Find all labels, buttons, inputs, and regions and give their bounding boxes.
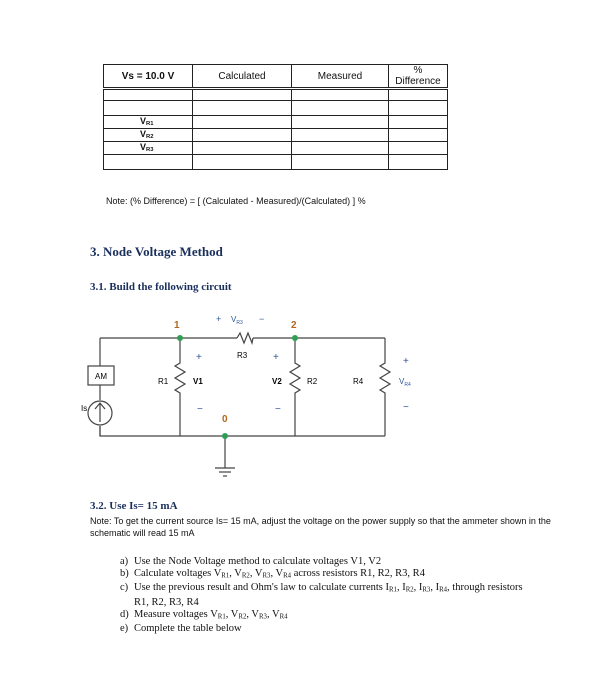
task-subscript: R2: [241, 572, 250, 580]
task-item: [120, 568, 540, 582]
node-2-label: 2: [291, 320, 297, 331]
task-subscript: R2: [238, 613, 247, 621]
cell-difference[interactable]: [389, 116, 448, 129]
task-text: , V: [246, 608, 260, 620]
task-letter: e): [120, 623, 129, 635]
table-header-row: [104, 65, 448, 89]
vr4-label: $V_{R4}$: [399, 377, 411, 388]
v2-plus: +: [273, 352, 279, 363]
task-text: , V: [270, 568, 284, 579]
node-1-dot: [177, 335, 183, 341]
table-row: [104, 142, 448, 155]
section-heading: 3. Node Voltage Method: [90, 244, 223, 259]
task-item: [120, 609, 540, 623]
cell-difference[interactable]: [389, 129, 448, 142]
vr4-plus: +: [403, 356, 409, 367]
header-difference: % Difference: [389, 65, 448, 89]
table-row: [104, 129, 448, 142]
task-text: , I: [430, 582, 440, 594]
cell-calculated[interactable]: [193, 129, 292, 142]
task-subscript: R1: [388, 586, 397, 594]
task-item: [120, 582, 540, 608]
task-letter: a): [120, 556, 129, 567]
resistor-r3: [237, 333, 253, 343]
v1-plus: +: [196, 352, 202, 363]
resistor-r1: [175, 338, 185, 436]
task-text: , I: [413, 582, 423, 594]
v1-label: V1: [193, 377, 203, 386]
task-letter: c): [120, 582, 129, 594]
resistor-r4: [380, 338, 390, 436]
cell-calculated[interactable]: [193, 116, 292, 129]
task-text: across resistors R1, R2, R3, R4: [291, 568, 425, 579]
source-label: Is: [81, 404, 88, 413]
task-text: , I: [396, 582, 406, 594]
task-text: , V: [266, 608, 280, 620]
task-item: [120, 623, 540, 635]
task-subscript: R3: [422, 586, 431, 594]
header-calculated: Calculated: [193, 65, 292, 89]
current-source-note: Note: To get the current source Is= 15 mA, adjust the voltage on the power supply so that the ammeter shown in the schematic will read 15 mA: [90, 516, 551, 538]
task-letter: b): [120, 568, 129, 579]
task-subscript: R4: [283, 572, 292, 580]
node-0-label: 0: [222, 414, 228, 425]
ammeter-label: AM: [95, 372, 107, 381]
v2-minus: −: [275, 404, 281, 415]
v2-label: V2: [272, 377, 282, 386]
vr4-minus: −: [403, 402, 409, 413]
task-subscript: R2: [405, 586, 414, 594]
task-text: , V: [229, 568, 242, 579]
v1-minus: −: [197, 404, 203, 415]
table-row: [104, 116, 448, 129]
cell-measured[interactable]: [292, 116, 389, 129]
node-2-dot: [292, 335, 298, 341]
cell-calculated[interactable]: [193, 142, 292, 155]
r1-label: R1: [158, 377, 169, 386]
task-text: Use the previous result and Ohm's law to calculate currents I: [134, 582, 389, 594]
resistor-r2: [290, 338, 300, 436]
row-label-vr3: $V_{R3}$: [104, 142, 193, 155]
circuit-schematic: [81, 308, 430, 488]
vr3-minus: −: [259, 314, 265, 324]
results-table: [103, 64, 448, 170]
node-1-label: 1: [174, 320, 180, 331]
header-measured: Measured: [292, 65, 389, 89]
task-subscript: R1: [221, 572, 230, 580]
task-text: , V: [225, 608, 239, 620]
node-0-dot: [222, 433, 228, 439]
task-subscript: R3: [262, 572, 271, 580]
header-vs: Vs = 10.0 V: [104, 65, 193, 89]
task-subscript: R1: [217, 613, 226, 621]
task-subscript: R3: [259, 613, 267, 621]
task-subscript: R4: [279, 613, 288, 621]
ground-icon: [215, 468, 235, 476]
vr3-label: $V_{R3}$: [231, 315, 243, 326]
current-source-arrow: [95, 403, 105, 422]
wire-bottom: [100, 426, 385, 436]
task-list: [120, 556, 540, 635]
task-text: Complete the table below: [134, 623, 242, 635]
r3-label: R3: [237, 351, 248, 360]
row-label-vr2: $V_{R2}$: [104, 129, 193, 142]
task-item: [120, 556, 540, 568]
r4-label: R4: [353, 377, 364, 386]
subsection-build-circuit: 3.1. Build the following circuit: [90, 281, 232, 293]
task-text: , through resistors R1, R2, R3, R4: [134, 582, 523, 608]
cell-difference[interactable]: [389, 142, 448, 155]
task-text: Calculate voltages V: [134, 568, 222, 579]
task-text: Measure voltages V: [134, 608, 218, 620]
cell-measured[interactable]: [292, 142, 389, 155]
task-text: Use the Node Voltage method to calculate voltages V1, V2: [134, 556, 382, 567]
task-letter: d): [120, 608, 129, 620]
difference-note: Note: (% Difference) = [ (Calculated - Measured)/(Calculated) ] %: [106, 196, 366, 206]
row-label-vr1: $V_{R1}$: [104, 116, 193, 129]
cell-measured[interactable]: [292, 129, 389, 142]
vr3-plus: +: [216, 314, 222, 324]
task-text: , V: [249, 568, 263, 579]
r2-label: R2: [307, 377, 318, 386]
subsection-use-is: 3.2. Use Is= 15 mA: [90, 500, 178, 512]
task-subscript: R4: [439, 586, 448, 594]
